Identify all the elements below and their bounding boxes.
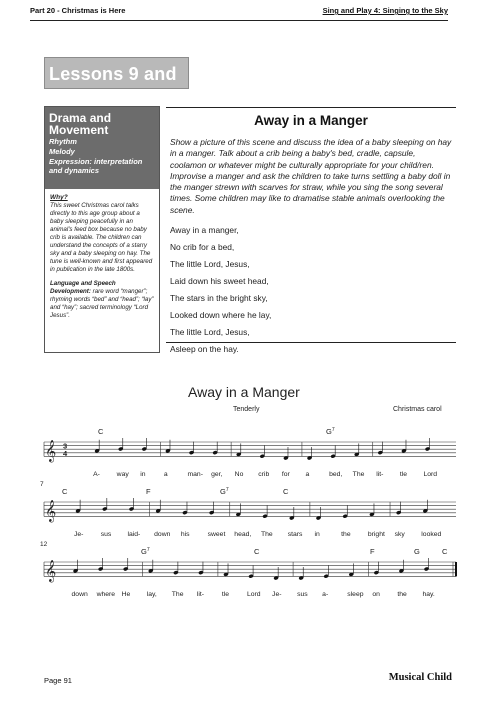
lyric-line: The stars in the bright sky,: [170, 293, 268, 303]
sheet-music: [38, 380, 463, 610]
treble-clef: 𝄞: [45, 561, 57, 582]
chord-symbol: C: [283, 487, 289, 496]
score-lyric: lay,: [146, 591, 157, 598]
chord-symbol: C: [62, 487, 68, 496]
score-lyric: ger,: [211, 471, 223, 478]
lyrics-block: [170, 222, 271, 358]
score-lyric: looked: [421, 531, 442, 538]
score-title: Away in a Manger: [188, 384, 300, 400]
score-lyric: in: [314, 531, 320, 538]
language-paragraph: [50, 280, 154, 320]
sidebar-sub-expression: Expression: interpretation and dynamics: [49, 157, 143, 175]
lyric-line: Asleep on the hay.: [170, 344, 239, 354]
score-lyric: laid-: [127, 531, 141, 538]
score-lyric: sweet: [207, 531, 226, 538]
score-lyric: way: [116, 471, 129, 478]
lyric-line: Away in a manger,: [170, 225, 239, 235]
chord-symbol: $G^7$: [141, 547, 150, 556]
score-lyric: for: [281, 471, 290, 478]
score-lyric: hay.: [422, 591, 435, 598]
chord-symbol: C: [98, 427, 104, 436]
score-credit: Christmas carol: [393, 406, 442, 413]
chord-symbol: C: [254, 547, 260, 556]
sidebar-title: Drama and Movement: [49, 111, 112, 137]
lyric-line: No crib for a bed,: [170, 242, 235, 252]
score-lyric: a: [305, 471, 310, 478]
lyric-line: The little Lord, Jesus,: [170, 327, 250, 337]
score-lyric: tle: [221, 591, 230, 598]
score-lyric: He: [121, 591, 131, 598]
time-signature-top: 3: [63, 441, 68, 451]
score-lyric: lit-: [376, 471, 384, 478]
lesson-banner: Lessons 9 and: [44, 57, 189, 89]
score-lyric: man-: [187, 471, 203, 478]
sidebar-sub-rhythm: Rhythm: [49, 137, 77, 146]
score-lyric: head,: [234, 531, 252, 538]
score-lyric: a-: [322, 591, 329, 598]
score-lyric: Je-: [272, 591, 282, 598]
lyric-line: The little Lord, Jesus,: [170, 259, 250, 269]
score-lyric: tle: [399, 471, 408, 478]
score-lyric: the: [341, 531, 351, 538]
measure-number: 7: [40, 481, 44, 488]
sidebar-box: [44, 106, 160, 353]
score-lyric: bed,: [329, 471, 343, 478]
score-lyric: Lord: [423, 471, 438, 478]
chord-symbol: G: [414, 547, 420, 556]
score-lyric: the: [397, 591, 407, 598]
chord-symbol: C: [442, 547, 448, 556]
score-lyric: in: [140, 471, 146, 478]
lyric-line: Looked down where he lay,: [170, 310, 272, 320]
score-lyric: a: [163, 471, 168, 478]
score-lyric: sus: [297, 591, 308, 598]
score-lyric: A-: [93, 471, 100, 478]
measure-number: 12: [40, 541, 48, 548]
intro-paragraph: Show a picture of this scene and discuss the idea of a baby sleeping on hay in a manger. Talk about a crib being a baby's bed, cradle, capsule, coolamon or whatever might be culturally appropriate for your child/ren. Improvise a manger and ask the children to take turns settling a baby doll in the manger strewn with scarves for straw, while you sing the song several times. Some children may like to dramatise stable animals overlooking the scene.: [170, 137, 452, 215]
time-signature-bottom: 4: [63, 449, 68, 458]
score-lyric: sky: [394, 531, 405, 538]
treble-clef: 𝄞: [45, 501, 57, 522]
song-title: Away in a Manger: [254, 113, 368, 128]
sidebar-sub-melody: Melody: [49, 147, 75, 156]
score-lyric: down: [71, 591, 88, 598]
why-heading: Why?: [50, 194, 68, 201]
score-lyric: The: [352, 471, 365, 478]
why-text: This sweet Christmas carol talks directly to this age group about a baby sleeping peacefully in an animal's feed box because no baby crib is available. The children can understand the concepts of a starry sky and a baby sleeping on hay. The tune is well-known and first appeared in publication in the late 1800s.: [50, 202, 153, 273]
score-lyric: The: [261, 531, 273, 538]
chord-symbol: F: [146, 487, 151, 496]
treble-clef: 𝄞: [45, 441, 57, 462]
lyric-line: Laid down his sweet head,: [170, 276, 269, 286]
main-top-rule: [166, 107, 456, 108]
score-lyric: sus: [100, 531, 112, 538]
score-lyric: Je-: [74, 531, 84, 538]
sidebar-body: [45, 189, 159, 352]
sidebar-header: [45, 107, 159, 189]
score-lyric: down: [154, 531, 171, 538]
header-part-label: Part 20 - Christmas is Here: [30, 6, 126, 15]
page-number: Page 91: [44, 676, 72, 685]
score-lyric: crib: [258, 471, 270, 478]
chord-symbol: F: [370, 547, 375, 556]
score-lyric: sleep: [347, 591, 364, 598]
score-lyric: stars: [287, 531, 303, 538]
score-lyric: his: [180, 531, 190, 538]
chord-symbol: $G^7$: [220, 487, 229, 496]
main-bottom-rule: [166, 342, 456, 343]
chord-symbol: $G^7$: [326, 427, 335, 436]
score-lyric: Lord: [246, 591, 261, 598]
score-lyric: lit-: [196, 591, 205, 598]
score-lyric: where: [96, 591, 116, 598]
language-text: rare word “manger”; rhyming words “bed” and “head”; “lay” and “hay”; sacred terminology “Lord Jesus”.: [50, 288, 154, 319]
header-book-label: Sing and Play 4: Singing to the Sky: [322, 6, 448, 15]
score-lyric: No: [234, 471, 244, 478]
score-lyric: on: [372, 591, 380, 598]
header-divider: [30, 20, 448, 21]
score-lyric: The: [171, 591, 184, 598]
score-lyric: bright: [367, 531, 385, 538]
language-heading: Language and Speech Development:: [50, 280, 116, 295]
score-tempo: Tenderly: [233, 406, 260, 413]
brand-logo-text: Musical Child: [388, 672, 452, 683]
